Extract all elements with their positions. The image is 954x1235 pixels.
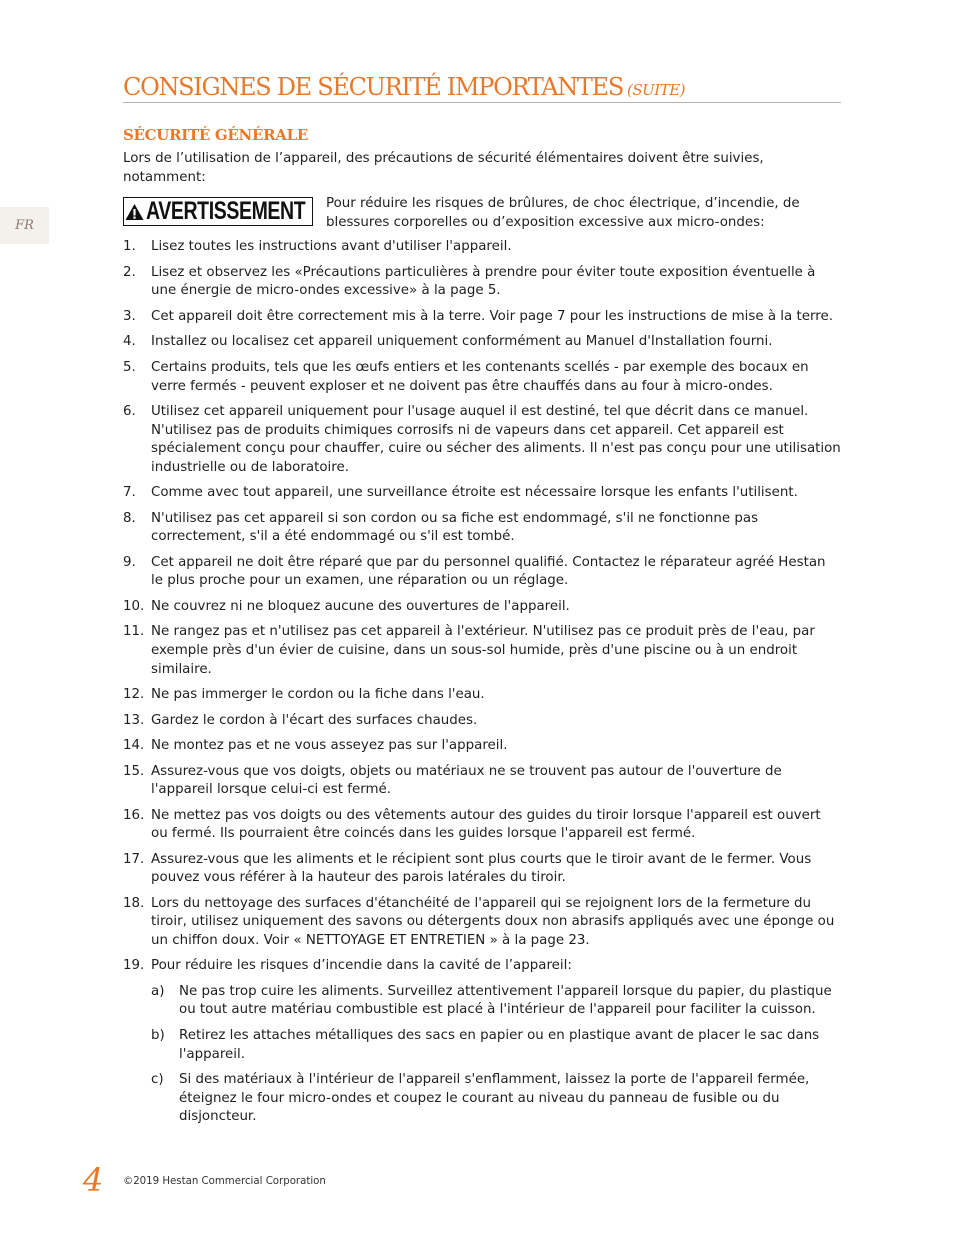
warning-label: AVERTISSEMENT bbox=[146, 197, 306, 226]
warning-badge bbox=[123, 197, 313, 226]
list-item-number: 9. bbox=[123, 554, 136, 570]
list-item bbox=[123, 510, 841, 547]
list-item-number: 3. bbox=[123, 308, 136, 324]
list-item bbox=[123, 359, 841, 396]
list-item-number: 1. bbox=[123, 239, 136, 255]
warning-block bbox=[123, 195, 841, 232]
list-item-text: Assurez-vous que les aliments et le récipient sont plus courts que le tiroir avant de le fermer. Vous pouvez vous référer à la hauteur des parois latérales du tiroir. bbox=[151, 851, 812, 886]
section-title: SÉCURITÉ GÉNÉRALE bbox=[123, 126, 308, 144]
list-item-number: 2. bbox=[123, 264, 136, 280]
list-item bbox=[123, 308, 841, 327]
list-item-number: 10. bbox=[123, 598, 145, 614]
copyright: ©2019 Hestan Commercial Corporation bbox=[123, 1176, 326, 1187]
list-item-text: Comme avec tout appareil, une surveillance étroite est nécessaire lorsque les enfants l'utilisent. bbox=[151, 485, 798, 501]
list-item-number: 16. bbox=[123, 807, 145, 823]
list-item bbox=[123, 333, 841, 352]
list-item-text: Si des matériaux à l'intérieur de l'appareil s'enflamment, laissez la porte de l'appareil fermée, éteignez le four micro-ondes et coupez le courant au niveau du panneau de fusible ou du disjoncteur. bbox=[179, 1072, 810, 1125]
list-item-number: 8. bbox=[123, 510, 136, 526]
list-item bbox=[123, 851, 841, 888]
list-item-number: 17. bbox=[123, 851, 145, 867]
list-item bbox=[123, 403, 841, 477]
list-item bbox=[123, 957, 841, 976]
list-item-number: 13. bbox=[123, 712, 145, 728]
list-item-text: Assurez-vous que vos doigts, objets ou matériaux ne se trouvent pas autour de l'ouverture de l'appareil lorsque celui-ci est fermé. bbox=[151, 763, 782, 798]
page-title bbox=[123, 72, 841, 105]
list-item-text: Lors du nettoyage des surfaces d'étanchéité de l'appareil qui se rejoignent lors de la fermeture du tiroir, utilisez uniquement des savons ou détergents doux non abrasifs appliqués avec une éponge ou un chiffon doux. Voir « NETTOYAGE ET ENTRETIEN » à la page 23. bbox=[151, 895, 835, 948]
list-item bbox=[123, 763, 841, 800]
intro-paragraph: Lors de l’utilisation de l’appareil, des précautions de sécurité élémentaires doivent être suivies, notamment: bbox=[123, 151, 764, 185]
list-item-number: 11. bbox=[123, 624, 145, 640]
page-header bbox=[123, 72, 841, 103]
list-item-text: Lisez et observez les «Précautions particulières à prendre pour éviter toute exposition éventuelle à une énergie de micro-ondes excessive» à la page 5. bbox=[151, 264, 816, 299]
list-item-text: Utilisez cet appareil uniquement pour l'usage auquel il est destiné, tel que décrit dans ce manuel. N'utilisez pas de produits chimiques corrosifs ni de vapeurs dans cet appareil. Cet appareil est spécialement conçu pour chauffer, cuire ou sécher des aliments. Il n'est pas conçu pour une utilisation industrielle ou de laboratoire. bbox=[151, 403, 841, 475]
fire-risk-sublist bbox=[151, 983, 841, 1127]
list-item bbox=[123, 264, 841, 301]
list-item bbox=[123, 623, 841, 679]
list-item bbox=[123, 895, 841, 951]
list-item-text: Ne montez pas et ne vous asseyez pas sur l'appareil. bbox=[151, 738, 508, 754]
list-item-number: c) bbox=[151, 1072, 164, 1088]
list-item-text: Installez ou localisez cet appareil uniquement conformément au Manuel d'Installation fourni. bbox=[151, 334, 773, 350]
list-item-text: Certains produits, tels que les œufs entiers et les contenants scellés - par exemple des bocaux en verre fermés - peuvent exploser et ne doivent pas être chauffés dans au four à micro-ondes. bbox=[151, 359, 809, 394]
list-item-number: 5. bbox=[123, 359, 136, 375]
list-item-text: Ne pas trop cuire les aliments. Surveillez attentivement l'appareil lorsque du papier, du plastique ou tout autre matériau combustible est placé à l'intérieur de l'appareil pour faciliter la cuisson. bbox=[179, 983, 832, 1018]
list-item-number: 15. bbox=[123, 763, 145, 779]
list-item bbox=[123, 554, 841, 591]
list-item bbox=[123, 712, 841, 731]
list-item-text: Ne mettez pas vos doigts ou des vêtements autour des guides du tiroir lorsque l'appareil est ouvert ou fermé. Ils pourraient être coincés dans les guides lorsque l'appareil est fermé. bbox=[151, 807, 821, 842]
list-item bbox=[123, 737, 841, 756]
list-item-number: 4. bbox=[123, 334, 136, 350]
list-item bbox=[123, 484, 841, 503]
list-item-text: Gardez le cordon à l'écart des surfaces chaudes. bbox=[151, 712, 478, 728]
language-tab: FR bbox=[0, 207, 49, 244]
list-item-text: Cet appareil ne doit être réparé que par du personnel qualifié. Contactez le réparateur agréé Hestan le plus proche pour un examen, une réparation ou un réglage. bbox=[151, 554, 826, 589]
list-item-text: Ne couvrez ni ne bloquez aucune des ouvertures de l'appareil. bbox=[151, 598, 570, 614]
safety-instructions-list bbox=[123, 238, 841, 976]
warning-triangle-icon bbox=[125, 203, 144, 221]
list-item-text: Ne pas immerger le cordon ou la fiche dans l'eau. bbox=[151, 687, 485, 703]
list-item-number: b) bbox=[151, 1027, 165, 1043]
list-item-text: Retirez les attaches métalliques des sacs en papier ou en plastique avant de placer le sac dans l'appareil. bbox=[179, 1027, 820, 1062]
list-item-number: a) bbox=[151, 983, 165, 999]
list-item bbox=[151, 983, 841, 1020]
list-item-text: Lisez toutes les instructions avant d'utiliser l'appareil. bbox=[151, 239, 512, 255]
list-item-number: 18. bbox=[123, 895, 145, 911]
list-item-text: Pour réduire les risques d’incendie dans la cavité de l’appareil: bbox=[151, 958, 572, 974]
list-item-text: Ne rangez pas et n'utilisez pas cet appareil à l'extérieur. N'utilisez pas ce produit près de l'eau, par exemple près d'un évier de cuisine, dans un sous-sol humide, près d'une piscine ou à un endroit similaire. bbox=[151, 624, 815, 677]
list-item-number: 14. bbox=[123, 738, 145, 754]
list-item bbox=[123, 807, 841, 844]
list-item-text: Cet appareil doit être correctement mis à la terre. Voir page 7 pour les instructions de mise à la terre. bbox=[151, 308, 833, 324]
list-item bbox=[151, 1027, 841, 1064]
list-item-number: 6. bbox=[123, 403, 136, 419]
list-item bbox=[151, 1071, 841, 1127]
list-item-number: 19. bbox=[123, 958, 145, 974]
warning-text: Pour réduire les risques de brûlures, de choc électrique, d’incendie, de blessures corporelles ou d’exposition excessive aux micro-ondes: bbox=[326, 196, 800, 230]
page-number: 4 bbox=[83, 1161, 104, 1199]
page-content bbox=[123, 72, 841, 1134]
list-item-number: 7. bbox=[123, 485, 136, 501]
list-item bbox=[123, 686, 841, 705]
list-item bbox=[123, 598, 841, 617]
page-title-suffix: (SUITE) bbox=[627, 81, 686, 99]
page-title-text: CONSIGNES DE SÉCURITÉ IMPORTANTES bbox=[123, 73, 623, 101]
list-item-number: 12. bbox=[123, 687, 145, 703]
list-item bbox=[123, 238, 841, 257]
list-item-text: N'utilisez pas cet appareil si son cordon ou sa fiche est endommagé, s'il ne fonctionne pas correctement, s'il a été endommagé ou s'il est tombé. bbox=[151, 510, 759, 545]
